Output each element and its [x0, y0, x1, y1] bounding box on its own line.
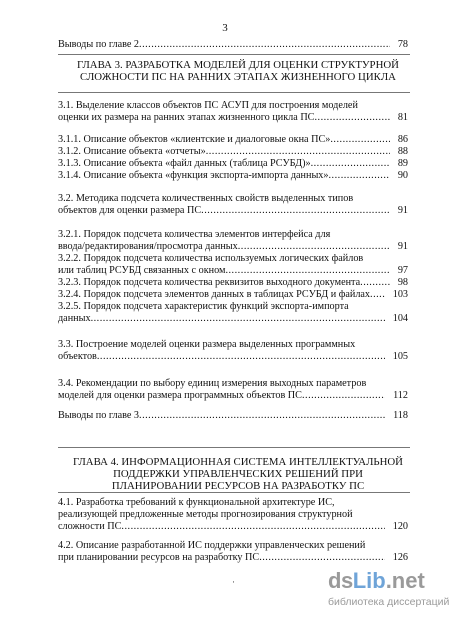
toc-entry-title: или таблиц РСУБД связанных с окном	[58, 265, 226, 276]
toc-entry-3-1-4[interactable]	[58, 170, 408, 182]
leader-dots	[360, 277, 390, 289]
toc-entry-3-4[interactable]	[58, 378, 408, 402]
leader-dots	[314, 112, 389, 124]
leader-dots	[91, 313, 385, 325]
toc-entry-3-1[interactable]	[58, 100, 408, 124]
toc-entry-title: 3.2.3. Порядок подсчета количества реквизитов выходного документа	[58, 277, 361, 288]
toc-page-number: 126	[392, 552, 408, 563]
toc-entry-title: объектов для оценки размера ПС	[58, 205, 202, 216]
dslib-watermark	[328, 568, 450, 616]
leader-dots	[259, 552, 385, 564]
toc-entry-title-line: 3.1. Выделение классов объектов ПС АСУП для построения моделей	[58, 100, 358, 111]
toc-entry-title: 3.1.4. Описание объекта «функция экспорта-импорта данных»	[58, 170, 329, 181]
toc-entry-4-2[interactable]	[58, 540, 408, 564]
toc-entry-3-1-3[interactable]	[58, 158, 408, 170]
toc-page-number: 86	[397, 134, 408, 145]
section-divider	[58, 447, 410, 448]
toc-entry-4-1[interactable]	[58, 497, 408, 533]
chapter-heading-line: ПЛАНИРОВАНИИ РЕСУРСОВ НА РАЗРАБОТКУ ПС	[111, 480, 365, 493]
toc-page-number: 78	[397, 39, 408, 50]
leader-dots	[139, 410, 385, 422]
leader-dots	[201, 205, 390, 217]
chapter-4-heading	[58, 456, 418, 493]
toc-page-number: 81	[397, 112, 408, 123]
toc-page-number: 89	[397, 158, 408, 169]
chapter-3-heading	[58, 59, 418, 83]
dslib-logo: ds Lib .net	[328, 568, 425, 593]
leader-dots	[97, 351, 385, 363]
toc-entry-title-line: 4.1. Разработка требований к функциональной архитектуре ИС, реализующей предложенные методы прогнозирования структурной	[58, 497, 353, 520]
toc-entry-title-line: 3.2.1. Порядок подсчета количества элементов интерфейса для	[58, 229, 331, 240]
toc-page-number: 91	[397, 205, 408, 216]
toc-entry-title: при планировании ресурсов на разработку ПС	[58, 552, 260, 563]
toc-entry-3-2-5[interactable]	[58, 301, 408, 325]
chapter-heading-line: ПОДДЕРЖКИ УПРАВЛЕНЧЕСКИХ РЕШЕНИЙ ПРИ	[113, 468, 363, 481]
chapter-heading-line: СЛОЖНОСТИ ПС НА РАННИХ ЭТАПАХ ЖИЗНЕННОГО ЦИКЛА	[80, 71, 396, 84]
toc-entry-3-2-2[interactable]	[58, 253, 408, 277]
toc-entry-vyvody-3[interactable]	[58, 410, 408, 422]
toc-entry-title: 3.1.3. Описание объекта «файл данных (таблица РСУБД)»	[58, 158, 311, 169]
toc-entry-title: ввода/редактирования/просмотра данных	[58, 241, 238, 252]
toc-entry-title-line: 3.2.5. Порядок подсчета характеристик функций экспорта-импорта	[58, 301, 349, 312]
toc-entry-3-2[interactable]	[58, 193, 408, 217]
toc-page-number: 104	[392, 313, 408, 324]
toc-page-number: 118	[393, 410, 408, 421]
toc-entry-vyvody-2[interactable]	[58, 39, 408, 51]
toc-entry-title: сложности ПС	[58, 521, 122, 532]
leader-dots	[121, 521, 384, 533]
toc-entry-3-1-1[interactable]	[58, 134, 408, 146]
chapter-heading-line: ГЛАВА 4. ИНФОРМАЦИОННАЯ СИСТЕМА ИНТЕЛЛЕКТУАЛЬНОЙ	[73, 456, 403, 468]
toc-page-number: 88	[397, 146, 408, 157]
leader-dots	[329, 170, 390, 182]
leader-dots	[330, 134, 389, 146]
toc-entry-title: 3.2.4. Порядок подсчета элементов данных в таблицах РСУБД и файлах	[58, 289, 371, 300]
toc-entry-title-line: 4.2. Описание разработанной ИС поддержки управленческих решений	[58, 540, 366, 551]
toc-page-number: 97	[397, 265, 408, 276]
toc-entry-title: объектов	[58, 351, 97, 362]
section-divider	[58, 54, 410, 55]
toc-entry-title: Выводы по главе 3	[58, 410, 140, 421]
toc-page-number: 91	[397, 241, 408, 252]
leader-dots	[206, 146, 390, 158]
toc-entry-3-2-1[interactable]	[58, 229, 408, 253]
leader-dots	[311, 158, 390, 170]
toc-page-number: 120	[392, 521, 408, 532]
leader-dots	[225, 265, 389, 277]
toc-entry-title: оценки их размера на ранних этапах жизненного цикла ПС	[58, 112, 315, 123]
toc-entry-3-2-4[interactable]	[58, 289, 408, 301]
toc-entry-title-line: 3.3. Построение моделей оценки размера выделенных программных	[58, 339, 356, 350]
toc-entry-3-2-3[interactable]	[58, 277, 408, 289]
toc-entry-title: данных	[58, 313, 91, 324]
leader-dots	[302, 390, 385, 402]
toc-entry-title: моделей для оценки размера программных объектов ПС	[58, 390, 302, 401]
toc-page-number: 103	[392, 289, 408, 300]
toc-page-number: 105	[392, 351, 408, 362]
toc-entry-3-1-2[interactable]	[58, 146, 408, 158]
toc-entry-title: 3.1.2. Описание объекта «отчеты»	[58, 146, 206, 157]
dslib-tagline: библиотека диссертаций	[328, 596, 450, 608]
toc-page-number: 112	[393, 390, 408, 401]
section-divider	[58, 92, 410, 93]
toc-entry-title-line: 3.2.2. Порядок подсчета количества используемых логических файлов	[58, 253, 364, 264]
toc-entry-3-3[interactable]	[58, 339, 408, 363]
toc-entry-title: Выводы по главе 2	[58, 39, 140, 50]
chapter-heading-line: ГЛАВА 3. РАЗРАБОТКА МОДЕЛЕЙ ДЛЯ ОЦЕНКИ СТРУКТУРНОЙ	[77, 59, 399, 71]
toc-entry-title-line: 3.4. Рекомендации по выбору единиц измерения выходных параметров	[58, 378, 367, 389]
page-number: 3	[222, 22, 228, 34]
leader-dots	[370, 289, 385, 301]
toc-entry-title: 3.1.1. Описание объектов «клиентские и диалоговые окна ПС»	[58, 134, 331, 145]
toc-page-number: 98	[397, 277, 408, 288]
toc-page-number: 90	[397, 170, 408, 181]
leader-dots	[139, 39, 390, 51]
scan-speck: ·	[232, 577, 235, 587]
leader-dots	[238, 241, 390, 253]
toc-entry-title-line: 3.2. Методика подсчета количественных свойств выделенных типов	[58, 193, 354, 204]
